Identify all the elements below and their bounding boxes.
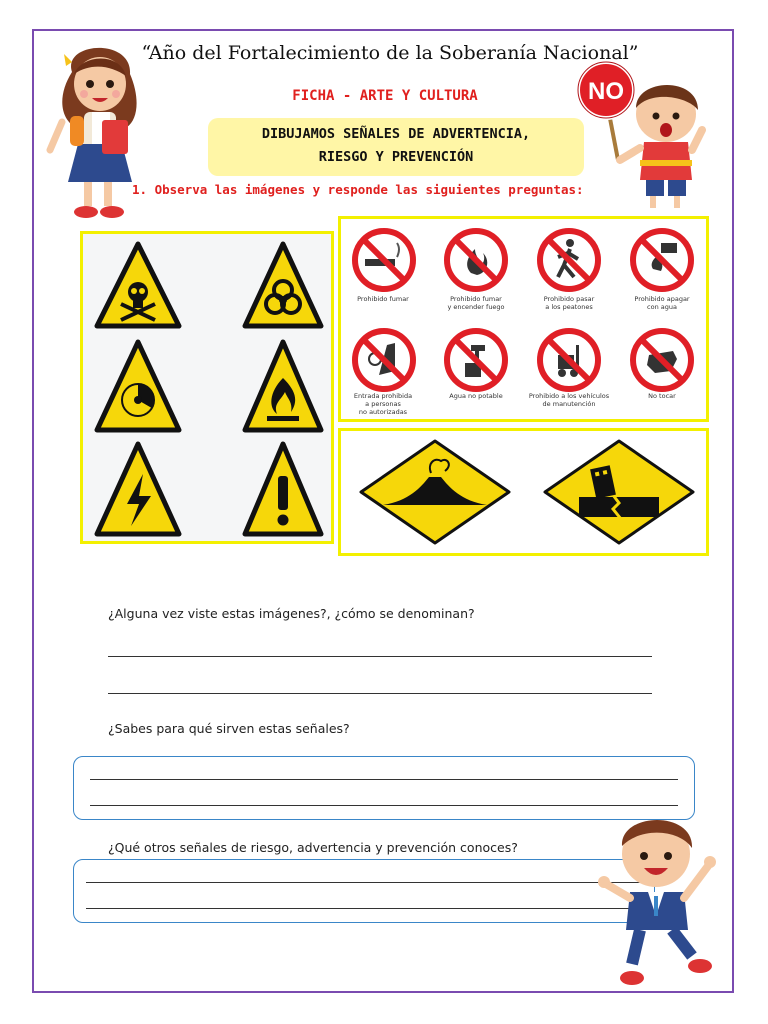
prohibition-signs-panel [338, 216, 709, 422]
answer-line[interactable] [90, 779, 678, 780]
radiation-warning-icon [93, 338, 183, 436]
hazard-signs-panel [80, 231, 334, 544]
question-2: ¿Sabes para qué sirven estas señales? [108, 721, 350, 736]
question-3: ¿Qué otros señales de riesgo, advertencia y prevención conoces? [108, 840, 518, 855]
sign-label: No tocar [648, 392, 676, 400]
flammable-warning-icon [241, 338, 325, 436]
no-pedestrians-icon [534, 225, 604, 295]
general-warning-icon [241, 440, 325, 540]
no-water-extinguish-icon [627, 225, 697, 295]
sign-label: Agua no potable [449, 392, 503, 400]
sign-label: Prohibido apagar con agua [634, 295, 690, 311]
question-1: ¿Alguna vez viste estas imágenes?, ¿cómo se denominan? [108, 606, 475, 621]
answer-line[interactable] [108, 656, 652, 657]
answer-line[interactable] [86, 908, 646, 909]
answer-line[interactable] [90, 805, 678, 806]
worksheet-title-line-1: DIBUJAMOS SEÑALES DE ADVERTENCIA, [261, 126, 531, 142]
electrical-hazard-icon [93, 440, 183, 540]
jumping-boy-illustration [596, 806, 726, 994]
no-fire-icon [441, 225, 511, 295]
answer-line[interactable] [108, 693, 652, 694]
worksheet-title-line-2: RIESGO Y PREVENCIÓN [318, 149, 474, 165]
boy-no-sign-illustration [574, 60, 716, 212]
sign-label: Prohibido fumar y encender fuego [447, 295, 505, 311]
answer-box-3[interactable] [73, 859, 655, 923]
no-smoking-icon [349, 225, 419, 295]
toxic-warning-icon [93, 240, 183, 332]
answer-line[interactable] [86, 882, 646, 883]
no-entry-unauthorized-icon [349, 325, 419, 395]
worksheet-title-box [208, 118, 584, 176]
sign-label: Prohibido pasar a los peatones [543, 295, 595, 311]
no-forklift-icon [534, 325, 604, 395]
instruction-text: 1. Observa las imágenes y responde las siguientes preguntas: [132, 182, 584, 197]
sign-label: Prohibido fumar [357, 295, 409, 303]
no-sign-text: NO [588, 78, 624, 105]
do-not-touch-icon [627, 325, 697, 395]
earthquake-warning-icon [541, 437, 697, 547]
biohazard-warning-icon [241, 240, 325, 332]
natural-hazard-signs-panel [338, 428, 709, 556]
volcano-warning-icon [357, 437, 513, 547]
year-title: “Año del Fortalecimiento de la Soberanía Nacional” [141, 42, 639, 64]
subject-heading: FICHA - ARTE Y CULTURA [292, 88, 478, 104]
sign-label: Entrada prohibida a personas no autorizadas [353, 392, 413, 416]
sign-label: Prohibido a los vehículos de manutención [528, 392, 610, 408]
non-potable-water-icon [441, 325, 511, 395]
